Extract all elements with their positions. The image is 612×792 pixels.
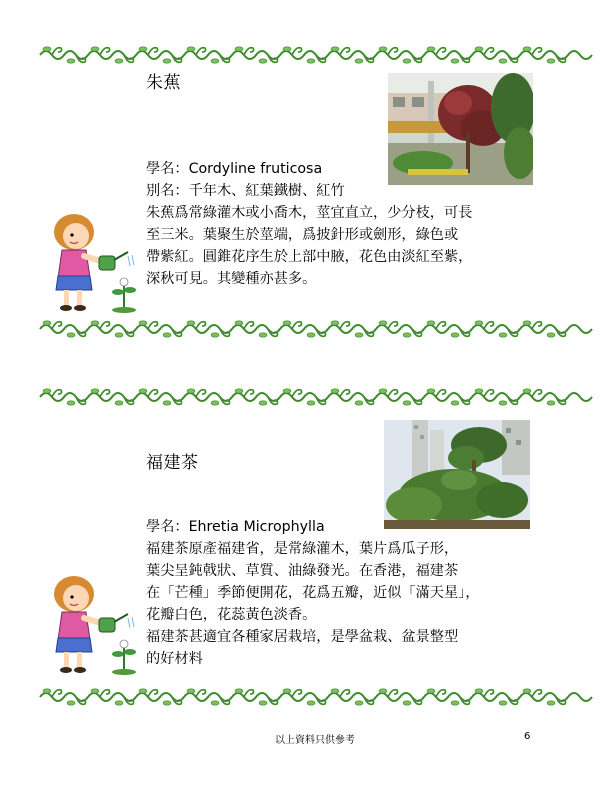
scientific-name-line: 學名：Cordyline fruticosa <box>146 161 323 177</box>
plant-title-fukien-tea: 福建茶 <box>146 453 199 473</box>
plant-description-fukien-tea <box>146 516 479 670</box>
description-line: 的好材料 <box>146 651 203 667</box>
girl-watering-illustration <box>44 572 144 677</box>
photo-fukien-tea <box>384 420 530 529</box>
page-number: 6 <box>524 731 531 742</box>
description-line: 在「芒種」季節便開花，花爲五瓣，近似「滿天星」， <box>146 585 480 601</box>
description-line: 花瓣白色，花蕊黃色淡香。 <box>146 607 317 623</box>
girl-watering-illustration <box>44 210 144 315</box>
vine-divider-bottom-1 <box>0 312 612 346</box>
description-line: 福建茶甚適宜各種家居栽培，是學盆栽、盆景整型 <box>146 629 459 645</box>
description-line: 至三米。葉聚生於莖端，爲披針形或劍形，綠色或 <box>146 227 459 243</box>
alias-line: 別名：千年木、紅葉鐵樹、紅竹 <box>146 183 345 199</box>
description-line: 朱蕉爲常綠灌木或小喬木，莖宜直立，少分枝，可長 <box>146 205 473 221</box>
vine-divider-top-1 <box>0 38 612 72</box>
description-line: 帶紫紅。圓錐花序生於上部中腋，花色由淡紅至紫， <box>146 249 473 265</box>
scientific-name-line: 學名：Ehretia Microphylla <box>146 519 325 535</box>
description-line: 葉尖呈鈍戟狀、草質、油綠發光。在香港，福建茶 <box>146 563 459 579</box>
footer-disclaimer: 以上資料只供參考 <box>275 735 355 746</box>
vine-divider-bottom-2 <box>0 680 612 714</box>
plant-title-cordyline: 朱蕉 <box>146 73 181 93</box>
description-line: 福建茶原產福建省，是常綠灌木，葉片爲瓜子形， <box>146 541 459 557</box>
vine-divider-top-2 <box>0 380 612 414</box>
plant-description-cordyline <box>146 158 472 290</box>
description-line: 深秋可見。其變種亦甚多。 <box>146 271 317 287</box>
